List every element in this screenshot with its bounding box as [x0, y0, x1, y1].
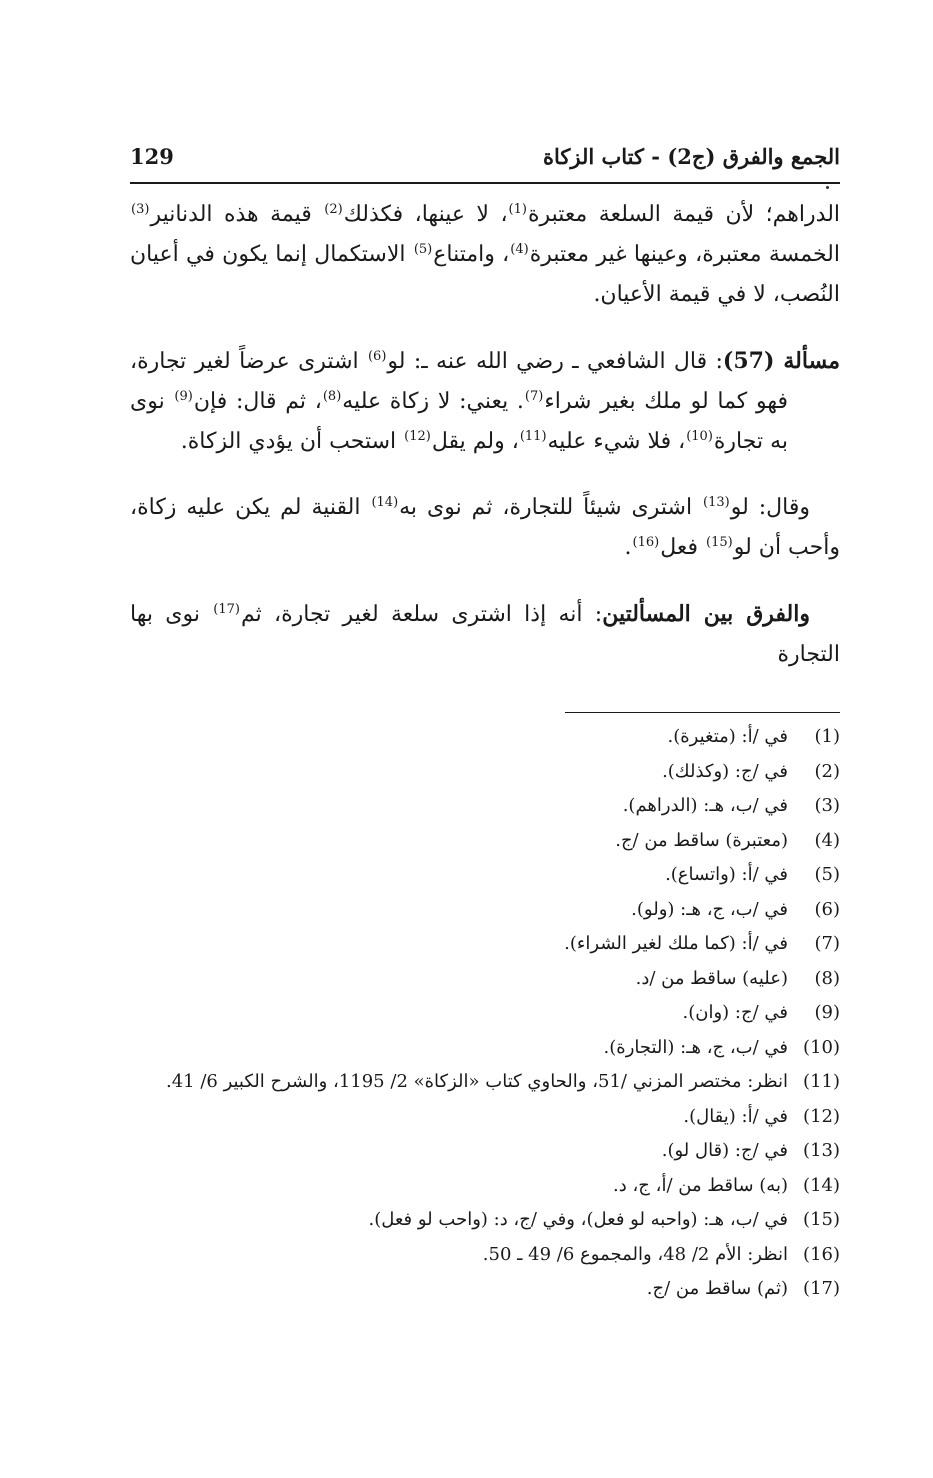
footnote-item: [130, 1134, 840, 1169]
footnote-ref-7[interactable]: (7): [524, 388, 544, 404]
text-segment: ، فلا شيء عليه: [547, 429, 686, 454]
footnote-text: في /ج: (وكذلك).: [662, 760, 788, 782]
text-segment: نوى به تجارة: [130, 389, 788, 454]
text-segment: اشترى عرضاً لغير تجارة، فهو كما لو ملك بغير شراء: [130, 349, 789, 414]
text-segment: الدراهم؛ لأن قيمة السلعة معتبرة: [527, 202, 841, 227]
text-segment: ، ثم قال: فإن: [193, 389, 322, 414]
footnote-number: (2): [814, 760, 840, 782]
footnote-item: [130, 720, 840, 755]
text-segment: استحب أن يؤدي الزكاة.: [180, 429, 404, 454]
footnote-ref-17[interactable]: (17): [213, 601, 240, 617]
footnote-number: (14): [803, 1174, 840, 1196]
text-segment: الاستكمال إنما يكون في أعيان النُصب، لا في قيمة الأعيان.: [130, 242, 840, 307]
footnote-text: (معتبرة) ساقط من /ج.: [615, 829, 788, 851]
footnote-text: (عليه) ساقط من /د.: [635, 967, 788, 989]
footnote-item: [130, 789, 840, 824]
footnote-item: [130, 1169, 840, 1204]
footnote-number: (8): [814, 967, 840, 989]
footnote-text: في /ب، ج، هـ: (التجارة).: [603, 1036, 788, 1058]
text-segment: فعل: [660, 535, 706, 560]
footnote-number: (4): [814, 829, 840, 851]
footnote-number: (15): [803, 1209, 840, 1230]
text-segment: ، وامتناع: [433, 242, 510, 267]
footnote-ref-5[interactable]: (5): [413, 241, 433, 257]
text-segment: القنية لم يكن عليه زكاة، وأحب أن لو: [130, 495, 840, 560]
footnote-item: [130, 1203, 840, 1238]
footnote-number: (6): [814, 898, 840, 920]
footnote-text: في /ج: (وان).: [682, 1002, 788, 1023]
footnote-number: (17): [803, 1278, 840, 1299]
footnote-item: [130, 927, 840, 962]
footnote-text: في /ب، ج، هـ: (ولو).: [631, 898, 788, 920]
footnote-item: [130, 824, 840, 859]
footnote-number: (3): [814, 795, 840, 816]
scan-speck: [826, 186, 829, 189]
running-title: الجمع والفرق (ج2) - كتاب الزكاة: [542, 144, 840, 169]
paragraph-4: [130, 594, 840, 675]
footnote-ref-11[interactable]: (11): [519, 428, 547, 444]
footnote-item: [130, 1272, 840, 1307]
footnote-ref-8[interactable]: (8): [322, 388, 342, 404]
footnote-number: (10): [803, 1036, 840, 1058]
footnote-ref-2[interactable]: (2): [324, 201, 343, 217]
footnote-item: [130, 1031, 840, 1066]
footnote-item: [130, 996, 840, 1031]
text-segment: وقال: لو: [730, 495, 810, 520]
footnote-text: في /أ: (كما ملك لغير الشراء).: [564, 933, 788, 954]
difference-heading: والفرق بين المسألتين: [602, 601, 810, 627]
footnote-rule: [565, 712, 840, 713]
text-segment: : قال الشافعي ـ رضي الله عنه ـ: لو: [387, 349, 723, 374]
text-segment: الخمسة معتبرة، وعينها غير معتبرة: [529, 242, 840, 267]
paragraph-2: [130, 341, 840, 462]
footnote-ref-4[interactable]: (4): [510, 241, 529, 257]
issue-heading: مسألة (57): [722, 348, 840, 374]
footnote-text: (ثم) ساقط من /ج.: [646, 1278, 788, 1299]
footnote-number: (5): [814, 864, 840, 885]
paragraph-1: [130, 195, 840, 315]
footnotes-list: [130, 720, 840, 1307]
footnote-number: (9): [814, 1002, 840, 1023]
text-segment: . يعني: لا زكاة عليه: [342, 389, 524, 414]
footnote-ref-16[interactable]: (16): [632, 534, 660, 550]
text-segment: قيمة هذه الدنانير: [150, 202, 324, 227]
footnote-item: [130, 962, 840, 997]
footnote-text: في /أ: (يقال).: [683, 1105, 788, 1127]
text-segment: اشترى شيئاً للتجارة، ثم نوى به: [399, 495, 703, 520]
footnote-ref-10[interactable]: (10): [686, 428, 713, 444]
footnote-item: [130, 858, 840, 893]
footnote-text: في /ب، هـ: (الدراهم).: [622, 795, 788, 816]
footnote-item: [130, 755, 840, 790]
footnote-text: في /أ: (متغيرة).: [667, 726, 788, 747]
page-number: 129: [130, 144, 174, 169]
running-header: [130, 140, 840, 180]
text-segment: ، ولم يقل: [431, 429, 519, 454]
main-text: [130, 195, 840, 701]
footnote-number: (11): [803, 1071, 840, 1092]
footnote-ref-14[interactable]: (14): [371, 494, 399, 510]
footnote-ref-3[interactable]: (3): [131, 201, 150, 217]
text-segment: .: [624, 535, 632, 560]
footnote-ref-13[interactable]: (13): [703, 494, 730, 510]
footnote-text: انظر: الأم 2/ 48، والمجموع 6/ 49 ـ 50.: [482, 1243, 788, 1265]
text-segment: : أنه إذا اشترى سلعة لغير تجارة، ثم: [240, 602, 603, 627]
footnote-number: (12): [803, 1105, 840, 1127]
text-segment: نوى بها التجارة: [130, 602, 840, 667]
footnote-ref-6[interactable]: (6): [367, 348, 387, 364]
text-segment: ، لا عينها، فكذلك: [343, 202, 508, 227]
footnote-number: (16): [803, 1243, 840, 1265]
footnote-text: في /أ: (واتساع).: [665, 864, 788, 885]
footnote-number: (1): [814, 726, 840, 747]
footnote-item: [130, 1100, 840, 1135]
footnote-text: في /ب، هـ: (واحبه لو فعل)، وفي /ج، د: (واحب لو فعل).: [368, 1209, 788, 1230]
footnote-ref-12[interactable]: (12): [404, 428, 431, 444]
header-rule: [130, 182, 840, 184]
footnote-item: [130, 1238, 840, 1273]
footnote-number: (7): [814, 933, 840, 954]
paragraph-3: [130, 488, 840, 568]
footnote-ref-9[interactable]: (9): [174, 388, 193, 404]
footnote-ref-15[interactable]: (15): [706, 534, 733, 550]
footnote-item: [130, 1065, 840, 1100]
footnote-ref-1[interactable]: (1): [508, 201, 527, 217]
footnote-number: (13): [803, 1140, 840, 1161]
footnote-item: [130, 893, 840, 928]
footnote-text: انظر: مختصر المزني /51، والحاوي كتاب «الزكاة» 2/ 1195، والشرح الكبير 6/ 41.: [165, 1071, 788, 1092]
footnote-text: (به) ساقط من /أ، ج، د.: [613, 1174, 788, 1196]
footnote-text: في /ج: (قال لو).: [661, 1140, 788, 1161]
